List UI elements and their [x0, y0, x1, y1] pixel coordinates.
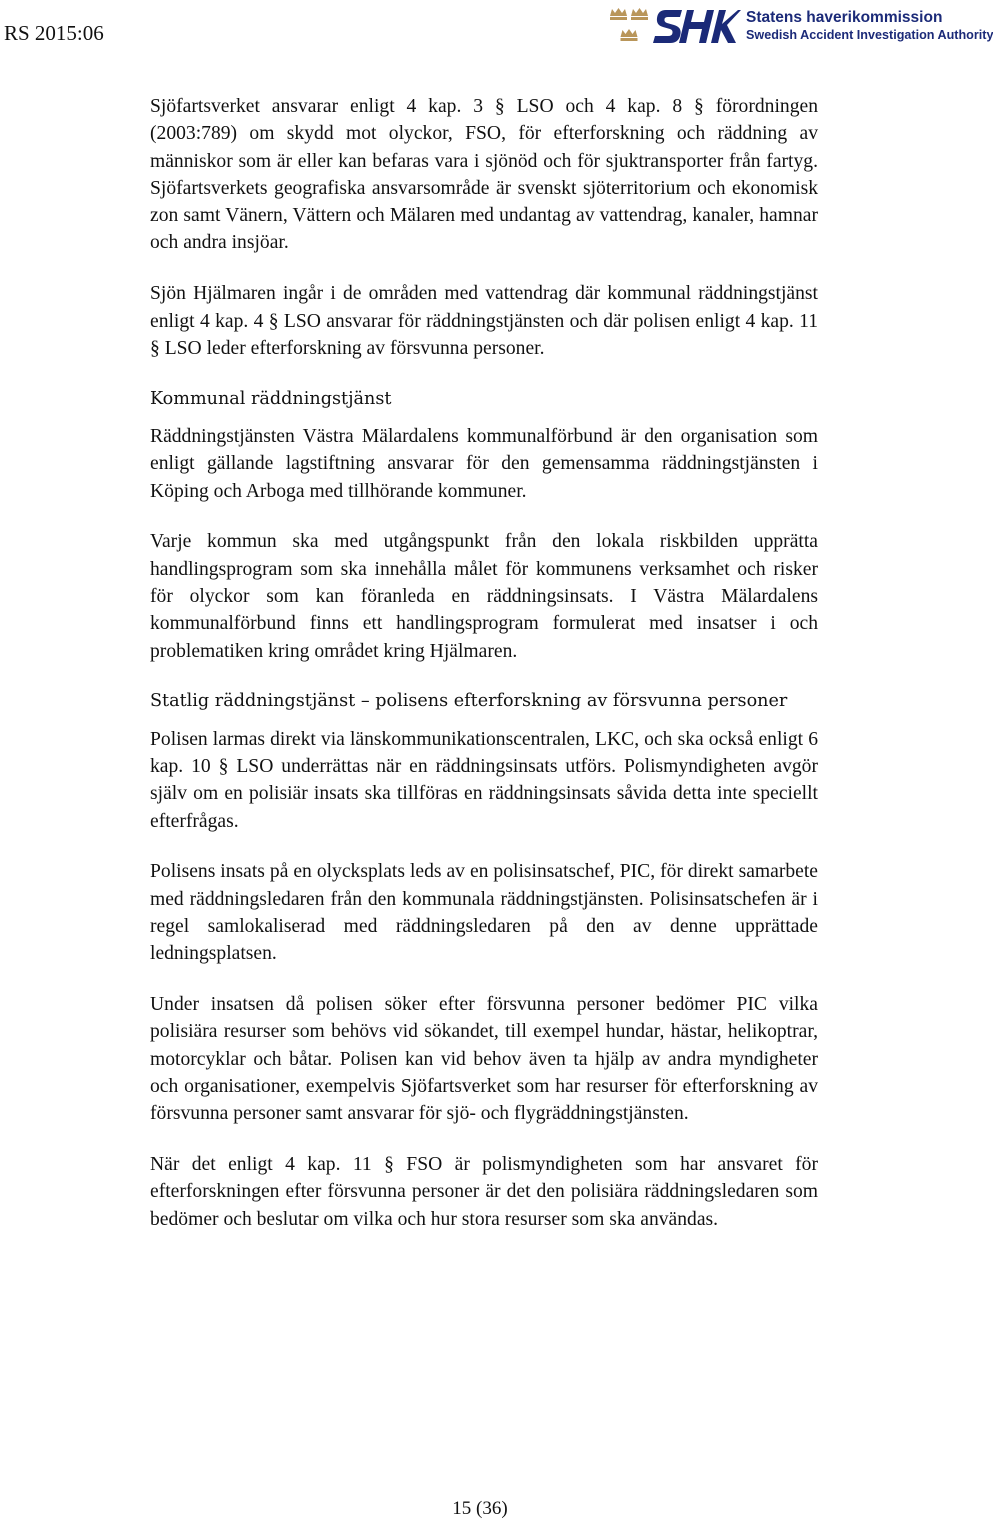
logo-line-2: Swedish Accident Investigation Authority: [746, 28, 993, 42]
logo-line-1: Statens haverikommission: [746, 9, 943, 26]
paragraph-under-insatsen: Under insatsen då polisen söker efter försvunna personer bedömer PIC vilka polisiära resurser som behövs vid sökandet, till exempel hundar, hästar, helikoptrar, motorcyklar och båtar. Polisen kan vid behov även ta hjälp av andra myndigheter och organisationer, exempelvis Sjöfartsverket som har resurser för efterforskning av försvunna personer samt ansvarar för sjö- och flygräddningstjänsten.: [150, 994, 818, 1125]
paragraph-nar-det-enligt: När det enligt 4 kap. 11 § FSO är polismyndigheten som har ansvaret för efterforskningen efter försvunna personer är det den polisiära räddningsledaren som bedömer och beslutar om vilka och hur stora resurser som ska användas.: [150, 1154, 818, 1230]
page-number: 15 (36): [452, 1498, 508, 1519]
document-body: [150, 93, 818, 1256]
paragraph-kommunalforbund: Räddningstjänsten Västra Mälardalens kommunalförbund är den organisation som enligt gällande lagstiftning ansvarar för den gemensamma räddningstjänsten i Köping och Arboga med tillhörande kommuner.: [150, 425, 818, 502]
paragraph-handlingsprogram: Varje kommun ska med utgångspunkt från den lokala riskbilden upprätta handlingsprogram som ska innehålla målet för kommunens verksamhet och risker för olyckor som kan föranleda en räddningsinsats. I Västra Mälardalens kommunalförbund finns ett handlingsprogram formulerat med insatser i och problematiken kring området kring Hjälmaren.: [150, 531, 818, 662]
section-heading-statlig: Statlig räddningstjänst – polisens efterforskning av försvunna personer: [150, 691, 788, 712]
paragraph-polisens-insats: Polisens insats på en olycksplats leds av en polisinsatschef, PIC, för direkt samarbete med räddningsledaren från den kommunala räddningstjänsten. Polisinsatschefen är i regel samlokaliserad med räddningsledaren på den av denne upprättade ledningsplatsen.: [150, 861, 818, 965]
section-heading-kommunal: Kommunal räddningstjänst: [150, 388, 392, 409]
paragraph-polisen-larmas: Polisen larmas direkt via länskommunikationscentralen, LKC, och ska också enligt 6 kap. 10 § LSO underrättas när en räddningsinsats utförs. Polismyndigheten avgör själv om en polisiär insats ska tillföras en räddningsinsats såvida detta inte speciellt efterfrågas.: [150, 728, 818, 832]
paragraph-sjofartsverket: Sjöfartsverket ansvarar enligt 4 kap. 3 § LSO och 4 kap. 8 § förordningen (2003:789) om skydd mot olyckor, FSO, för efterforskning och räddning av människor som är eller kan befaras vara i sjönöd och för sjuktransporter från fartyg. Sjöfartsverkets geografiska ansvarsområde är svenskt sjöterritorium och ekonomisk zon samt Vänern, Vättern och Mälaren med undantag av vattendrag, kanaler, hamnar och andra insjöar.: [150, 96, 818, 254]
report-id: RS 2015:06: [4, 21, 104, 45]
shk-logo: [608, 4, 993, 48]
paragraph-hjalmaren: Sjön Hjälmaren ingår i de områden med vattendrag där kommunal räddningstjänst enligt 4 kap. 4 § LSO ansvarar för räddningstjänsten och där polisen enligt 4 kap. 11 § LSO leder efterforskning av försvunna personer.: [150, 283, 818, 359]
shk-logo-mark: [652, 6, 742, 46]
logo-wordmark: [746, 9, 993, 43]
three-crowns-icon: [608, 6, 650, 46]
